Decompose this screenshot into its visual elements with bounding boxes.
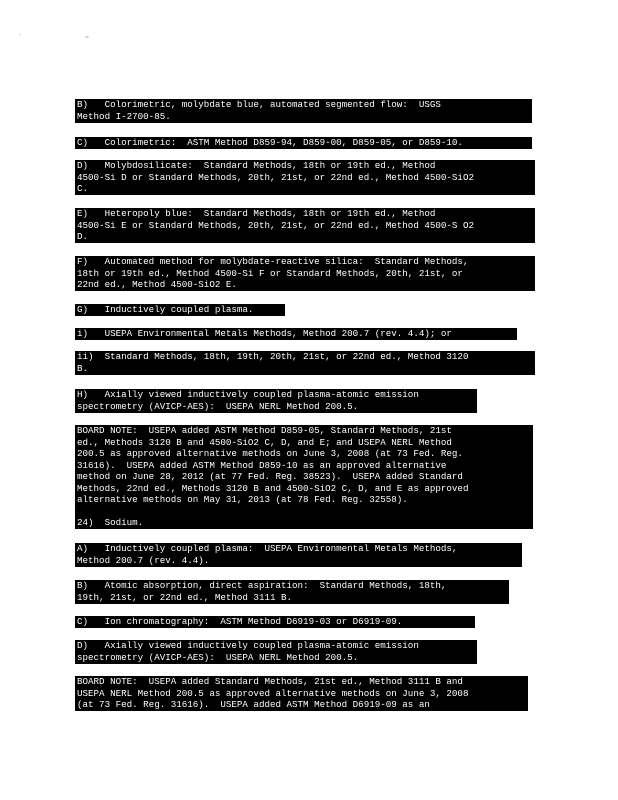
sodium-item-c-ion-chromatography: C) Ion chromatography: ASTM Method D6919-03 or D6919-09. [75,616,475,628]
item-ii-standard-methods: ii) Standard Methods, 18th, 19th, 20th, 21st, or 22nd ed., Method 3120 B. [75,351,535,375]
item-d-molybdosilicate: D) Molybdosilicate: Standard Methods, 18th or 19th ed., Method 4500-Si D or Standard Methods, 20th, 21st, or 22nd ed., Method 4500-SiO2 C. [75,160,535,195]
scan-specks: ` ~ [18,34,119,41]
item-i-usepa-metals: i) USEPA Environmental Metals Methods, Method 200.7 (rev. 4.4); or [75,328,517,340]
item-b-usgs-method: B) Colorimetric, molybdate blue, automated segmented flow: USGS Method I-2700-85. [75,99,532,123]
item-c-astm-method: C) Colorimetric: ASTM Method D859-94, D859-00, D859-05, or D859-10. [75,137,532,149]
item-g-icp: G) Inductively coupled plasma. [75,304,285,316]
sodium-item-d-avicp-aes: D) Axially viewed inductively coupled plasma-atomic emission spectrometry (AVICP-AES): USEPA NERL Method 200.5. [75,640,477,664]
board-note-sodium: BOARD NOTE: USEPA added Standard Methods, 21st ed., Method 3111 B and USEPA NERL Method 200.5 as approved alternative methods on June 3, 2008 (at 73 Fed. Reg. 31616). USEPA added ASTM Method D6919-09 as an [75,676,528,711]
sodium-item-a-icp: A) Inductively coupled plasma: USEPA Environmental Metals Methods, Method 200.7 (rev. 4.4). [75,543,522,567]
item-h-avicp-aes: H) Axially viewed inductively coupled plasma-atomic emission spectrometry (AVICP-AES): USEPA NERL Method 200.5. [75,389,477,413]
sodium-item-b-atomic-absorption: B) Atomic absorption, direct aspiration: Standard Methods, 18th, 19th, 21st, or 22nd ed., Method 3111 B. [75,580,509,604]
item-e-heteropoly-blue: E) Heteropoly blue: Standard Methods, 18th or 19th ed., Method 4500-Si E or Standard Methods, 20th, 21st, or 22nd ed., Method 4500-S O2 D. [75,208,535,243]
board-note-silica: BOARD NOTE: USEPA added ASTM Method D859-05, Standard Methods, 21st ed., Methods 3120 B and 4500-SiO2 C, D, and E; and USEPA NERL Method 200.5 as approved alternative methods on June 3, 2008 (at 73 Fed. Reg. 31616). USEPA added ASTM Method D859-10 as an approved alternative method on June 28, 2012 (at 77 Fed. Reg. 38523). USEPA added Standard Methods, 22nd ed., Methods 3120 B and 4500-SiO2 C, D, and E as approved alternative methods on May 31, 2013 (at 78 Fed. Reg. 32558). 24) Sodium. [75,425,533,529]
item-f-automated-method: F) Automated method for molybdate-reactive silica: Standard Methods, 18th or 19th ed., Method 4500-Si F or Standard Methods, 20th, 21st, or 22nd ed., Method 4500-SiO2 E. [75,256,535,291]
